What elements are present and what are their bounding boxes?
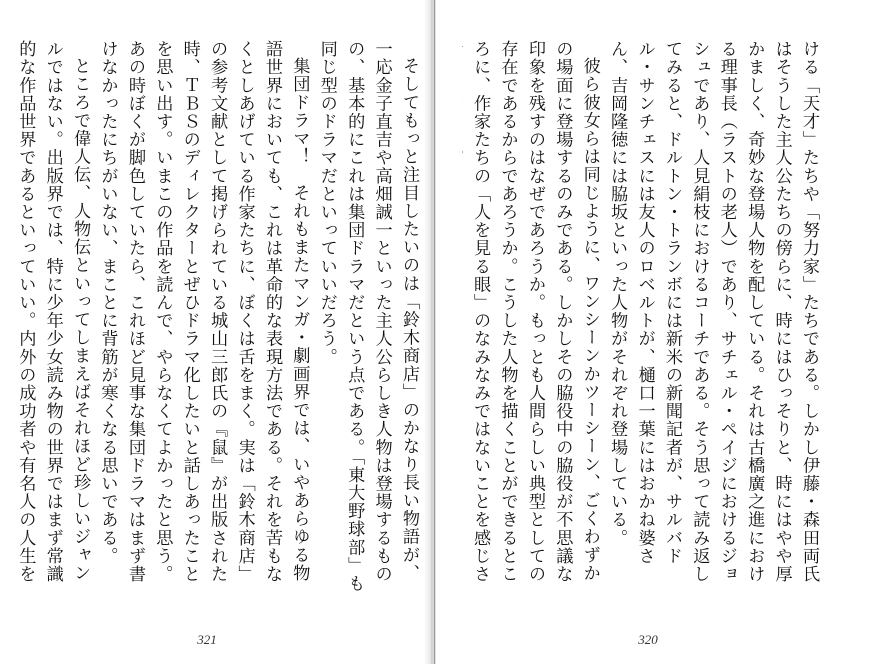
paragraph: ける「天才」たちや「努力家」たちである。しかし伊藤・森田両氏はそうした主人公たちの傍らに、時にはひっそりと、時にはやや厚かましく、奇妙な登場人物を配している。それは古橋廣之進における理事長（ラストの老人）であり、サチェル・ペイジにおけるジョシュであり、人見絹枝におけるコーチである。そう思って読み返してみると、ドルトン・トランボには新米の新聞記者が、サルバドル・サンチェスには友人のロベルトが、樋口一葉にはおかね婆さん、吉岡隆徳には脇坂といった人物がそれぞれ登場している。 <box>607 40 819 583</box>
gutter-divider <box>434 0 435 664</box>
right-page-text <box>462 40 822 600</box>
paragraph: そしてもっと注目したいのは「鈴木商店」のかなり長い物語が、一応金子直吉や高畑誠一といった主人公らしき人物は登場するものの、基本的にこれは集団ドラマだという点である。「東大野球部」も同じ型のドラマだといっていいだろう。 <box>316 40 419 593</box>
paragraph: ところで偉人伝、人物伝といってしまえばそれほど珍しいジャンルではない。出版界では、特に少年少女読み物の世界ではまず常識的な作品世界であるといっていい。内外の成功者や有名人の人生を <box>15 40 91 583</box>
page-number: 320 <box>638 632 658 647</box>
right-page <box>436 0 870 664</box>
left-page-text <box>14 40 422 600</box>
page-number: 321 <box>197 632 217 647</box>
paragraph: 集団ドラマ！ それもまたマンガ・劇画界では、いやあらゆる物語世界においても、これは革命的な表現方法である。それを苦もなくとしあげている作家たちに、ぼくは舌をまく。実は「鈴木商店」の参考文献として掲げられている城山三郎氏の『鼠』が出版された時、ＴＢＳのディレクターとぜひドラマ化したいと話しあったことを思い出す。いまこの作品を読んで、やらなくてよかったと思う。あの時ぼくが脚色していたら、これほど見事な集団ドラマはまず書けなかったにちがいない、まことに背筋が寒くなる思いである。 <box>97 40 310 583</box>
paragraph: 彼ら彼女らは同じように、ワンシーンかツーシーン、ごくわずかの場面に登場するのみである。しかしその脇役中の脇役が不思議な印象を残すのはなぜであろうか。もっとも人間らしい典型としての存在であるからであろうか。こうした人物を描くことができるところに、作家たちの「人を見る眼」のなみなみではないことを感じさ <box>470 40 600 583</box>
